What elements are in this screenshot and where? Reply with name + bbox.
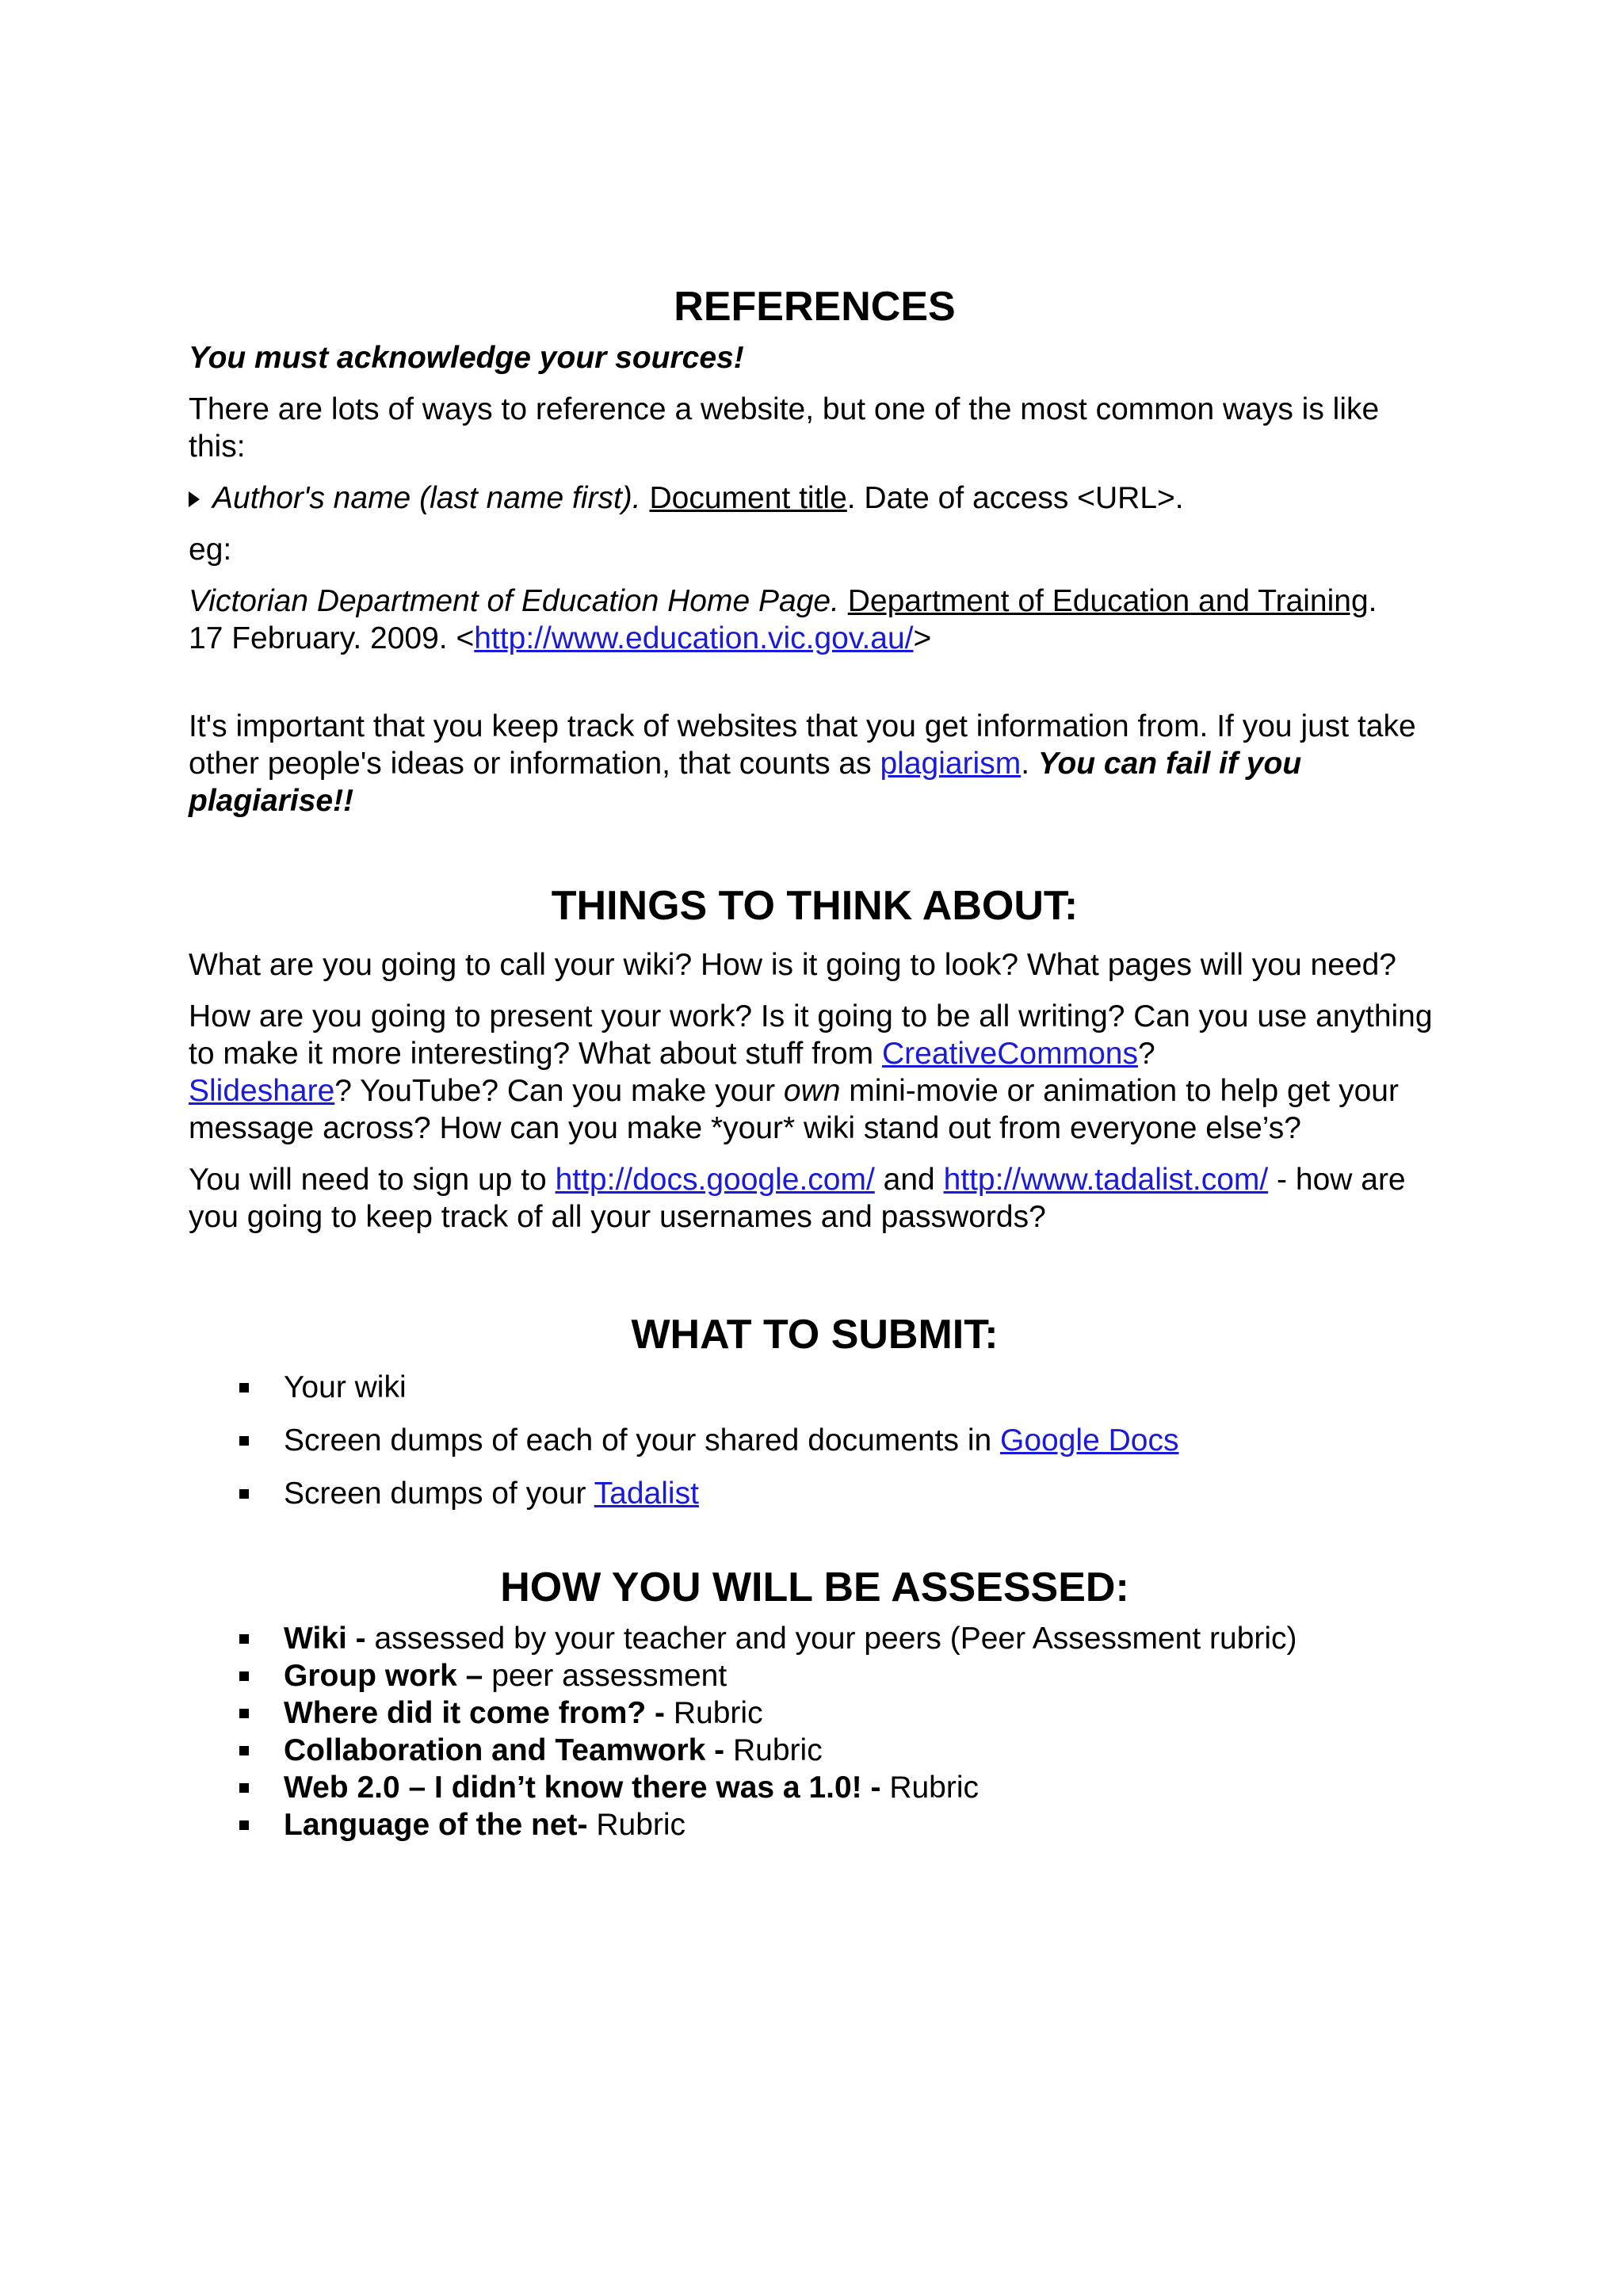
assessed-item-text: peer assessment bbox=[483, 1659, 727, 1693]
square-bullet-icon bbox=[239, 1709, 249, 1718]
list-item bbox=[189, 1806, 1441, 1843]
list-item bbox=[189, 1657, 1441, 1694]
think-p3-text-a: You will need to sign up to bbox=[189, 1163, 556, 1197]
think-paragraph-3 bbox=[189, 1161, 1441, 1236]
plagiarism-link[interactable]: plagiarism bbox=[880, 747, 1022, 781]
example-author: Victorian Department of Education Home Page. bbox=[189, 584, 839, 618]
assessed-list bbox=[189, 1620, 1441, 1843]
triangle-bullet-icon bbox=[189, 491, 200, 507]
warning-emphasis: You can fail if you plagiarise!! bbox=[189, 747, 1302, 818]
list-item bbox=[189, 1769, 1441, 1806]
references-heading: REFERENCES bbox=[674, 284, 956, 330]
think-p3-text-b: and bbox=[874, 1163, 944, 1197]
education-url-link[interactable]: http://www.education.vic.gov.au/ bbox=[474, 621, 914, 655]
assessed-item-text: Rubric bbox=[587, 1808, 686, 1842]
submit-heading: WHAT TO SUBMIT: bbox=[631, 1312, 999, 1358]
list-item bbox=[189, 1732, 1441, 1769]
square-bullet-icon bbox=[239, 1671, 249, 1681]
think-paragraph-2 bbox=[189, 998, 1441, 1147]
list-item bbox=[189, 1475, 1441, 1512]
think-p2-text-a: How are you going to present your work? Is it going to be all writing? Can you use anything to make it more interesting? What about stuff from bbox=[189, 999, 1433, 1071]
assessed-item-text: Rubric bbox=[880, 1771, 980, 1805]
example-after-title: . bbox=[1368, 584, 1377, 618]
reference-format bbox=[189, 479, 1441, 517]
think-p3-text-c: - how are you going to keep track of all your usernames and passwords? bbox=[189, 1163, 1406, 1234]
submit-item-text: Your wiki bbox=[284, 1370, 407, 1404]
example-url-close: > bbox=[913, 621, 932, 655]
think-paragraph-1: What are you going to call your wiki? How is it going to look? What pages will you need? bbox=[189, 948, 1396, 982]
slideshare-link[interactable]: Slideshare bbox=[189, 1074, 335, 1108]
think-p2-text-b: ? bbox=[1137, 1037, 1155, 1071]
assessed-item-bold: Language of the net- bbox=[284, 1808, 588, 1842]
list-item bbox=[189, 1422, 1441, 1459]
submit-list bbox=[189, 1369, 1441, 1512]
example-title: Department of Education and Training bbox=[847, 584, 1369, 618]
list-item bbox=[189, 1694, 1441, 1732]
square-bullet-icon bbox=[239, 1820, 249, 1830]
warning-text: It's important that you keep track of websites that you get information from. If you just take other people's ideas or information, that counts as bbox=[189, 709, 1416, 781]
think-heading: THINGS TO THINK ABOUT: bbox=[551, 883, 1079, 929]
list-item bbox=[189, 1620, 1441, 1657]
google-docs-url-link[interactable]: http://docs.google.com/ bbox=[555, 1163, 875, 1197]
references-intro: There are lots of ways to reference a website, but one of the most common ways is like this: bbox=[189, 392, 1380, 464]
think-p2-text-d: mini-movie or animation to help get your message across? How can you make *your* wiki stand out from everyone else’s? bbox=[189, 1074, 1399, 1145]
example-date: 17 February. 2009. < bbox=[189, 621, 475, 655]
submit-item-text: Screen dumps of your bbox=[284, 1477, 594, 1511]
assessed-item-bold: Collaboration and Teamwork - bbox=[284, 1733, 725, 1767]
square-bullet-icon bbox=[239, 1489, 249, 1499]
think-p2-own: own bbox=[783, 1074, 841, 1108]
assessed-item-text: Rubric bbox=[724, 1733, 823, 1767]
square-bullet-icon bbox=[239, 1746, 249, 1755]
google-docs-link[interactable]: Google Docs bbox=[1000, 1423, 1179, 1457]
think-p2-text-c: ? YouTube? Can you make your bbox=[334, 1074, 784, 1108]
assessed-item-bold: Web 2.0 – I didn’t know there was a 1.0! - bbox=[284, 1771, 881, 1805]
document-content bbox=[189, 282, 1441, 1843]
square-bullet-icon bbox=[239, 1783, 249, 1793]
tadalist-link[interactable]: Tadalist bbox=[594, 1477, 699, 1511]
eg-label: eg: bbox=[189, 533, 232, 567]
assessed-item-bold: Group work – bbox=[284, 1659, 483, 1693]
format-author: Author's name (last name first). bbox=[212, 481, 641, 515]
assessed-item-text: assessed by your teacher and your peers (Peer Assessment rubric) bbox=[365, 1622, 1297, 1656]
list-item bbox=[189, 1369, 1441, 1406]
square-bullet-icon bbox=[239, 1634, 249, 1644]
submit-item-text: Screen dumps of each of your shared documents in bbox=[284, 1423, 1001, 1457]
tadalist-url-link[interactable]: http://www.tadalist.com/ bbox=[943, 1163, 1269, 1197]
assessed-item-text: Rubric bbox=[665, 1696, 763, 1730]
references-lead: You must acknowledge your sources! bbox=[189, 341, 744, 375]
square-bullet-icon bbox=[239, 1436, 249, 1446]
assessed-item-bold: Where did it come from? - bbox=[284, 1696, 666, 1730]
assessed-item-bold: Wiki - bbox=[284, 1622, 366, 1656]
assessed-heading: HOW YOU WILL BE ASSESSED: bbox=[500, 1564, 1129, 1610]
format-rest: . Date of access <URL>. bbox=[846, 481, 1184, 515]
warning-after-link: . bbox=[1021, 747, 1038, 781]
square-bullet-icon bbox=[239, 1383, 249, 1392]
creativecommons-link[interactable]: CreativeCommons bbox=[882, 1037, 1138, 1071]
format-title: Document title bbox=[649, 481, 847, 515]
reference-example bbox=[189, 583, 1441, 657]
plagiarism-warning bbox=[189, 708, 1441, 819]
